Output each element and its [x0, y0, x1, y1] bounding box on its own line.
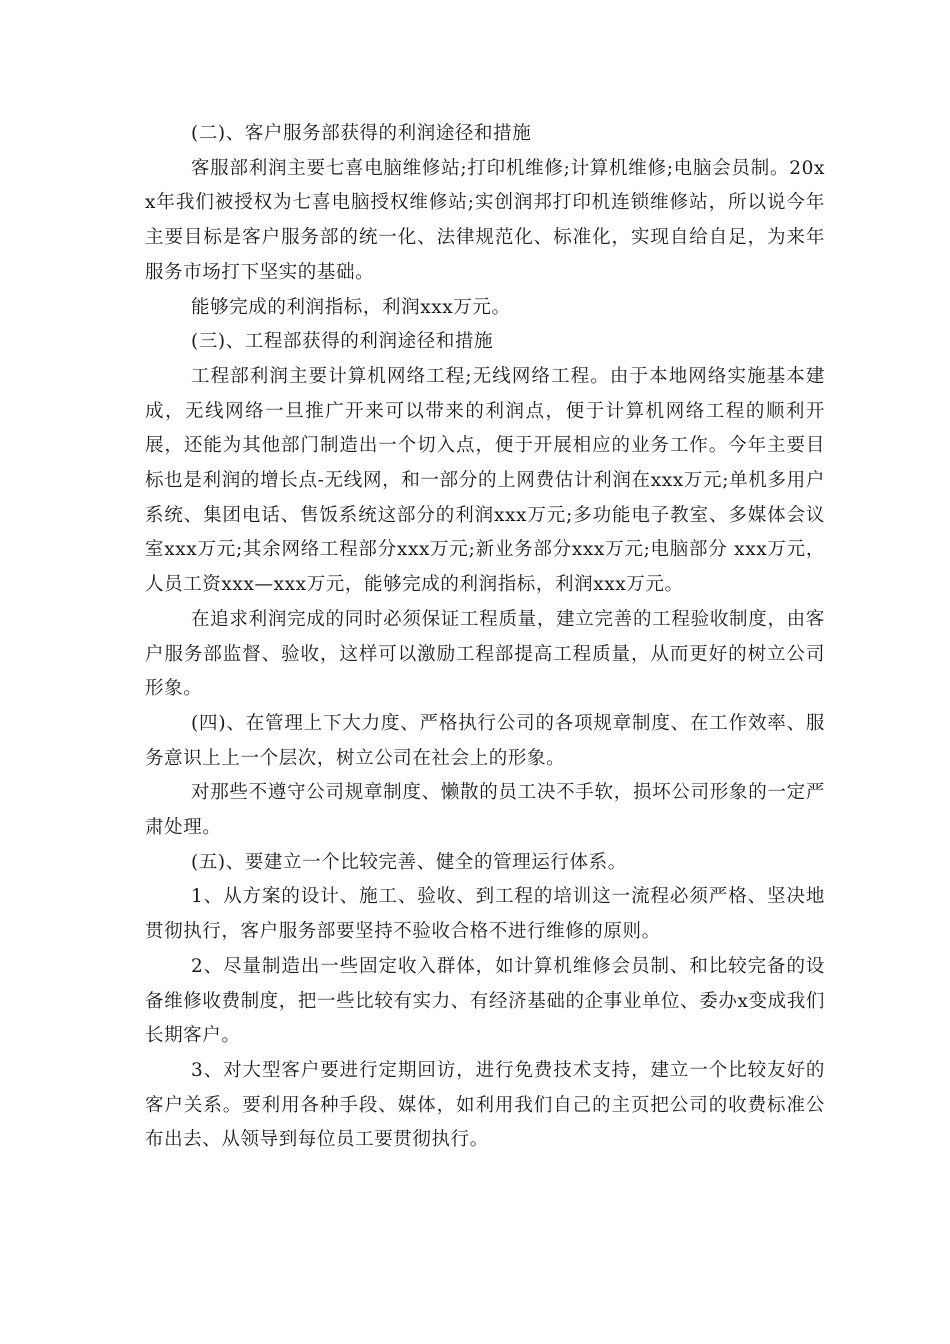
paragraph-engineering-profit-sources: 工程部利润主要计算机网络工程;无线网络工程。由于本地网络实施基本建成，无线网络一旦推广开来可以带来的利润点，便于计算机网络工程的顺利开展，还能为其他部门制造出一个切入点，便于开展相应的业务工作。今年主要目标也是利润的增长点-无线网，和一部分的上网费估计利润在xxx万元;单机多用户系统、集团电话、售饭系统这部分的利润xxx万元;多功能电子教室、多媒体会议室xxx万元;其余网络工程部分xxx万元;新业务部分xxx万元;电脑部分 xxx万元，人员工资xxx—xxx万元，能够完成的利润指标，利润xxx万元。	[145, 365, 825, 596]
section-heading-customer-service-profit: (二)、客户服务部获得的利润途径和措施	[191, 123, 532, 144]
list-item-2: 2、尽量制造出一些固定收入群体，如计算机维修会员制、和比较完备的设备维修收费制度，把一些比较有实力、有经济基础的企事业单位、委办x变成我们长期客户。	[145, 955, 825, 1047]
document-body	[145, 117, 825, 1158]
paragraph-customer-service-profit-target: 能够完成的利润指标，利润xxx万元。	[191, 296, 511, 318]
paragraph-discipline: 对那些不遵守公司规章制度、懒散的员工决不手软，损坏公司形象的一定严肃处理。	[145, 782, 825, 839]
list-item-1: 1、从方案的设计、施工、验收、到工程的培训这一流程必须严格、坚决地贯彻执行，客户服务部要坚持不验收合格不进行维修的原则。	[145, 886, 825, 943]
section-heading-management: (四)、在管理上下大力度、严格执行公司的各项规章制度、在工作效率、服务意识上上一个层次，树立公司在社会上的形象。	[145, 712, 825, 769]
section-heading-management-system: (五)、要建立一个比较完善、健全的管理运行体系。	[191, 851, 627, 873]
paragraph-customer-service-profit-sources: 客服部利润主要七喜电脑维修站;打印机维修;计算机维修;电脑会员制。20xx年我们被授权为七喜电脑授权维修站;实创润邦打印机连锁维修站，所以说今年主要目标是客户服务部的统一化、法律规范化、标准化，实现自给自足，为来年服务市场打下坚实的基础。	[145, 157, 825, 283]
section-heading-engineering-profit: (三)、工程部获得的利润途径和措施	[191, 331, 494, 353]
list-item-3: 3、对大型客户要进行定期回访，进行免费技术支持，建立一个比较友好的客户关系。要利用各种手段、媒体，如利用我们自己的主页把公司的收费标准公布出去、从领导到每位员工要贯彻执行。	[145, 1059, 825, 1151]
paragraph-engineering-quality: 在追求利润完成的同时必须保证工程质量，建立完善的工程验收制度，由客户服务部监督、验收，这样可以激励工程部提高工程质量，从而更好的树立公司形象。	[145, 608, 825, 700]
